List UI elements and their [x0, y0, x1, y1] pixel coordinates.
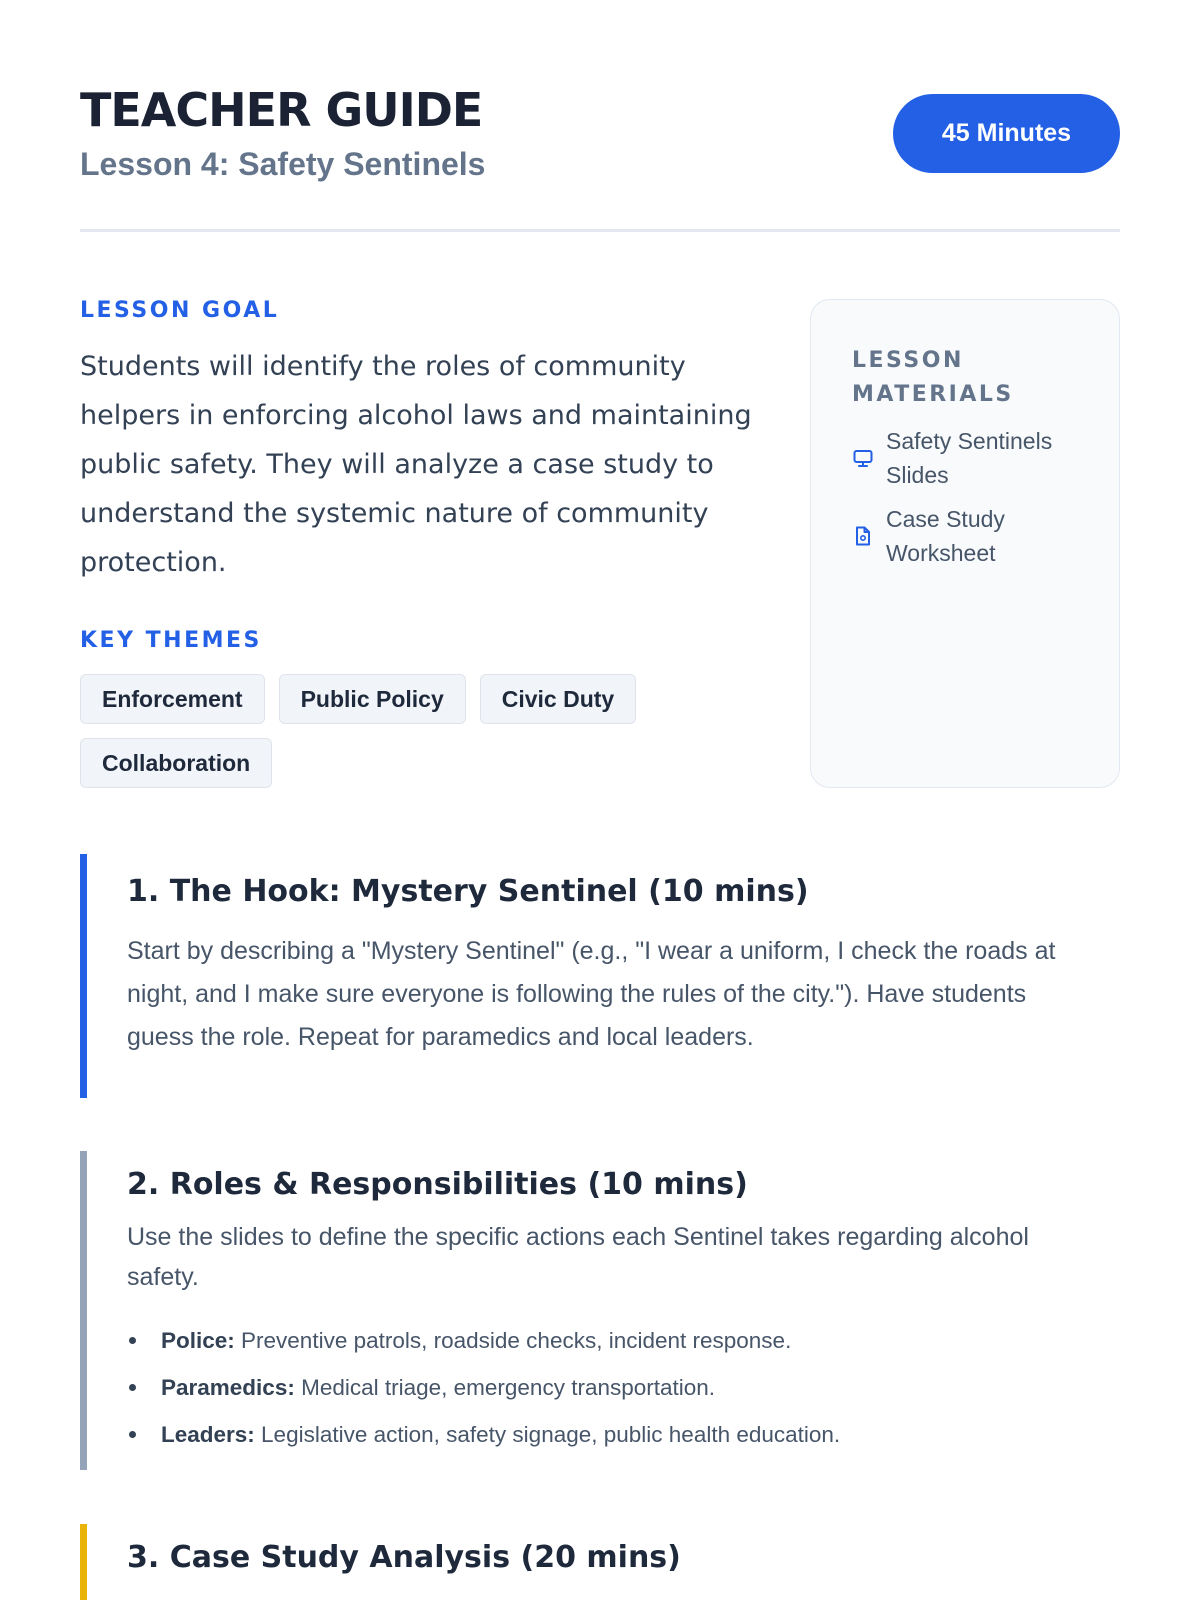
role-description: Legislative action, safety signage, public health education.: [254, 1422, 841, 1447]
role-term: Police:: [161, 1328, 235, 1353]
material-label: Safety Sentinels Slides: [886, 428, 1053, 488]
theme-tag: Collaboration: [80, 738, 272, 788]
lesson-subtitle: Lesson 4: Safety Sentinels: [80, 146, 486, 182]
list-item: [127, 1411, 1120, 1458]
theme-tag: Enforcement: [80, 674, 265, 724]
role-term: Paramedics:: [161, 1375, 295, 1400]
theme-tag: Civic Duty: [480, 674, 636, 724]
step-case-study: [80, 1524, 1120, 1600]
roles-list: [127, 1317, 1120, 1458]
step-title: 2. Roles & Responsibilities (10 mins): [127, 1167, 748, 1202]
theme-tag: Public Policy: [279, 674, 466, 724]
bullet-icon: [129, 1431, 136, 1438]
step-roles: [80, 1151, 1120, 1470]
material-label: Case Study Worksheet: [886, 506, 1005, 566]
page-title: TEACHER GUIDE: [80, 83, 483, 137]
lesson-materials-card: [810, 299, 1120, 788]
lesson-materials-title: LESSON MATERIALS: [852, 348, 1014, 407]
teacher-guide-page: [80, 0, 1120, 1600]
role-term: Leaders:: [161, 1422, 255, 1447]
step-description: Start by describing a "Mystery Sentinel" (e.g., "I wear a uniform, I check the roads at night, and I make sure everyone is following the rules of the city."). Have students guess the role. Repeat for paramedics and local leaders.: [127, 937, 1056, 1051]
key-themes-label: KEY THEMES: [80, 628, 262, 653]
bullet-icon: [129, 1337, 136, 1344]
step-title: 1. The Hook: Mystery Sentinel (10 mins): [127, 874, 809, 909]
step-hook: [80, 854, 1120, 1098]
step-description: Use the slides to define the specific actions each Sentinel takes regarding alcohol safety.: [127, 1223, 1029, 1291]
bullet-icon: [129, 1384, 136, 1391]
role-description: Preventive patrols, roadside checks, incident response.: [234, 1328, 792, 1353]
monitor-icon: [852, 447, 874, 469]
list-item: [127, 1317, 1120, 1364]
header: [80, 82, 1120, 232]
material-item-worksheet[interactable]: [852, 502, 1092, 570]
lesson-goal-label: LESSON GOAL: [80, 298, 280, 323]
document-icon: [852, 525, 874, 547]
role-description: Medical triage, emergency transportation.: [294, 1375, 716, 1400]
material-item-slides[interactable]: [852, 424, 1092, 492]
list-item: [127, 1364, 1120, 1411]
key-themes-list: [80, 674, 780, 788]
duration-badge: 45 Minutes: [893, 94, 1120, 173]
lesson-goal-text: Students will identify the roles of community helpers in enforcing alcohol laws and maintaining public safety. They will analyze a case study to understand the systemic nature of community protection.: [80, 351, 752, 578]
step-title: 3. Case Study Analysis (20 mins): [127, 1540, 681, 1575]
